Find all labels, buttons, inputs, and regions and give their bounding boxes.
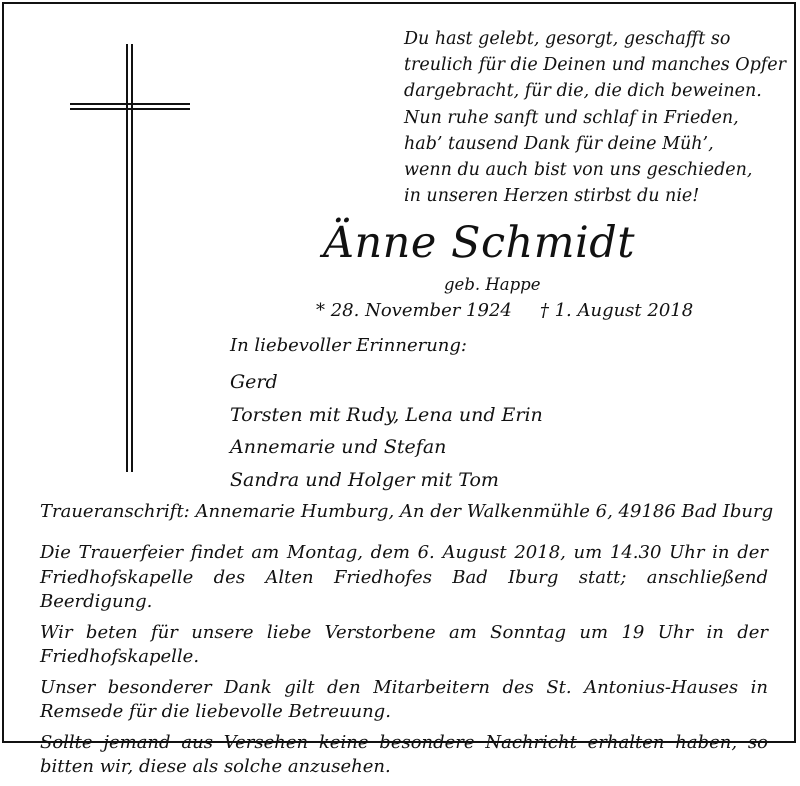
poem-line: in unseren Herzen stirbst du nie! xyxy=(404,186,700,207)
poem-line: hab’ tausend Dank für deine Müh’, xyxy=(404,133,714,154)
mourner-name: Gerd xyxy=(230,371,278,393)
prayer-info: Wir beten für unsere liebe Verstorbene am Sonntag um 19 Uhr in der Friedhofskapelle. xyxy=(40,621,768,667)
mourner-name: Annemarie und Stefan xyxy=(230,436,447,458)
poem-line: wenn du auch bist von uns geschieden, xyxy=(404,160,753,181)
mourning-address: Traueranschrift: Annemarie Humburg, An der Walkenmühle 6, 49186 Bad Iburg xyxy=(40,501,774,522)
poem-line: treulich für die Deinen und manches Opfer xyxy=(404,55,787,76)
memory-intro: In liebevoller Erinnerung: xyxy=(230,335,467,356)
deceased-name: Änne Schmidt xyxy=(322,218,636,268)
poem-line: Nun ruhe sanft und schlaf in Frieden, xyxy=(404,107,739,128)
mourner-name: Sandra und Holger mit Tom xyxy=(230,468,499,491)
life-dates xyxy=(316,300,693,321)
funeral-info: Die Trauerfeier findet am Montag, dem 6. August 2018, um 14.30 Uhr in der Friedhofskapelle des Alten Friedhofes Bad Iburg statt; anschließend Beerdigung. xyxy=(40,542,768,612)
birth-date: * 28. November 1924 xyxy=(316,300,512,321)
death-date: † 1. August 2018 xyxy=(539,300,694,321)
notice-disclaimer: Sollte jemand aus Versehen keine besondere Nachricht erhalten haben, so bitten wir, diese als solche anzusehen. xyxy=(40,731,768,777)
mourner-list xyxy=(230,366,543,496)
poem-line: dargebracht, für die, die dich beweinen. xyxy=(404,81,762,102)
cross-bar xyxy=(70,103,190,110)
poem-line: Du hast gelebt, gesorgt, geschafft so xyxy=(404,29,731,49)
notice-text xyxy=(40,541,768,786)
obituary-notice xyxy=(2,2,796,777)
maiden-name: geb. Happe xyxy=(444,275,541,294)
mourner-name: Torsten mit Rudy, Lena und Erin xyxy=(230,403,543,426)
poem xyxy=(404,26,787,209)
thanks-text: Unser besonderer Dank gilt den Mitarbeitern des St. Antonius-Hauses in Remsede für die liebevolle Betreuung. xyxy=(40,676,768,722)
